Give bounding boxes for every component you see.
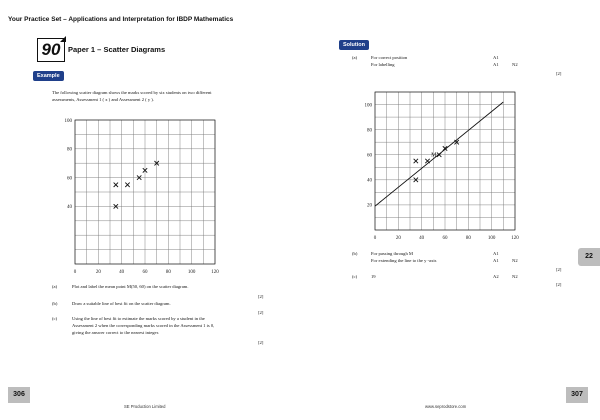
x-tick-label: 20 — [95, 270, 101, 275]
solution-a-total: [2] — [556, 71, 562, 76]
solution-a-line-2: For labelling — [371, 62, 395, 67]
solution-c-n2: N2 — [512, 274, 518, 279]
solution-c-mark: A2 — [493, 274, 499, 279]
solution-mean-point — [431, 153, 437, 159]
x-tick-label: 100 — [487, 236, 496, 241]
question-b-label: (b) — [52, 301, 58, 306]
solution-a-line-1: For correct position — [371, 55, 408, 60]
question-c-line-3: giving the answer correct to the nearest integer. — [72, 330, 159, 335]
x-tick-label: 120 — [511, 236, 519, 241]
question-c-label: (c) — [52, 316, 58, 321]
solution-c-answer: 19 — [371, 274, 376, 279]
solution-b-mark-1: A1 — [493, 251, 499, 256]
right-page-number: 307 — [566, 387, 588, 403]
x-tick-label: 0 — [373, 236, 377, 241]
example-grid — [75, 120, 215, 264]
publisher-name: SE Production Limited — [124, 404, 166, 409]
solution-a-mark-2: A1 — [493, 62, 499, 67]
y-tick-label: 80 — [367, 128, 372, 134]
question-b-marks: [2] — [258, 310, 264, 315]
question-b-text: Draw a suitable line of best fit on the scatter diagram. — [72, 301, 171, 306]
x-tick-label: 40 — [419, 236, 425, 241]
solution-b-total: [2] — [556, 267, 562, 272]
solution-b-n2: N2 — [512, 258, 518, 263]
solution-a-n2: N2 — [512, 62, 518, 67]
mean-point-label: M — [431, 152, 437, 159]
chapter-side-tab: 22 — [578, 248, 600, 266]
solution-b-label: (b) — [352, 251, 358, 256]
solution-b-line-2: For extending the line to the y -axis — [371, 258, 437, 263]
solution-grid — [375, 92, 515, 230]
x-tick-label: 20 — [395, 236, 401, 241]
question-a-marks: [2] — [258, 294, 264, 299]
solution-points — [414, 140, 459, 182]
y-tick-label: 20 — [367, 203, 372, 209]
x-tick-label: 80 — [465, 236, 471, 241]
x-tick-label: 0 — [73, 270, 77, 275]
x-tick-label: 80 — [165, 270, 171, 275]
solution-c-total: [2] — [556, 282, 562, 287]
publisher-website: www.seprodstore.com — [425, 404, 467, 409]
x-tick-label: 60 — [442, 236, 448, 241]
question-a-text: Plot and label the mean point M(50, 60) on the scatter diagram. — [72, 284, 189, 289]
book-header: Your Practice Set – Applications and Interpretation for IBDP Mathematics — [8, 16, 234, 23]
solution-badge: Solution — [339, 40, 369, 50]
example-intro-line-2: assessments, Assessment 1 ( x ) and Assessment 2 ( y ). — [52, 97, 154, 102]
example-scatter-chart — [60, 112, 235, 280]
data-point — [114, 183, 118, 187]
data-point — [425, 159, 429, 163]
solution-c-label: (c) — [352, 274, 358, 279]
example-badge: Example — [33, 71, 64, 81]
question-c-marks: [2] — [258, 340, 264, 345]
solution-tick-labels — [365, 103, 520, 241]
question-c-line-1: Using the line of best fit to estimate the marks scored by a student in the — [72, 316, 205, 321]
y-tick-label: 60 — [367, 153, 372, 159]
question-a-label: (a) — [52, 284, 58, 289]
exercise-number: 90 — [37, 38, 65, 62]
example-points — [114, 161, 159, 209]
solution-b-mark-2: A1 — [493, 258, 499, 263]
y-tick-label: 80 — [67, 147, 72, 153]
example-tick-labels — [65, 119, 220, 275]
solution-scatter-chart — [363, 84, 533, 246]
data-point — [414, 159, 418, 163]
data-point — [125, 183, 129, 187]
y-tick-label: 40 — [367, 178, 372, 184]
solution-b-line-1: For passing through M — [371, 251, 413, 256]
x-tick-label: 120 — [211, 270, 219, 275]
exercise-title: Paper 1 – Scatter Diagrams — [68, 45, 166, 54]
y-tick-label: 60 — [67, 176, 72, 182]
y-tick-label: 100 — [64, 118, 72, 124]
left-page-number: 306 — [8, 387, 30, 403]
solution-a-label: (a) — [352, 55, 358, 60]
x-tick-label: 40 — [119, 270, 125, 275]
x-tick-label: 60 — [142, 270, 148, 275]
question-c-line-2: Assessment 2 when the corresponding marks scored in the Assessment 1 is 0, — [72, 323, 215, 328]
example-intro-line-1: The following scatter diagram shows the marks scored by six students on two different — [52, 90, 212, 95]
y-tick-label: 40 — [67, 205, 72, 211]
x-tick-label: 100 — [187, 270, 196, 275]
y-tick-label: 100 — [364, 103, 372, 109]
solution-a-mark-1: A1 — [493, 55, 499, 60]
